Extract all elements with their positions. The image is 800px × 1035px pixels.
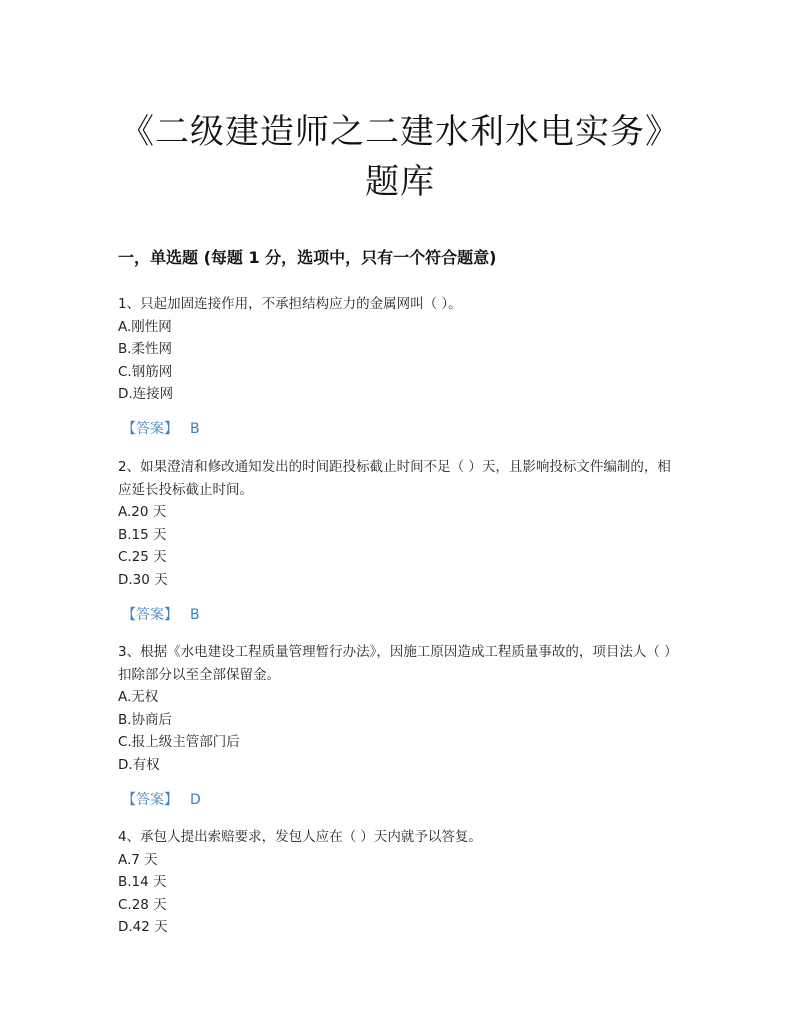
option-c: C.25 天: [118, 549, 167, 566]
option-d: D.有权: [118, 756, 160, 773]
section-heading: 一，单选题 (每题 1 分，选项中，只有一个符合题意): [118, 248, 497, 267]
option-b: B.柔性网: [118, 341, 173, 358]
question-text: 3、根据《水电建设工程质量管理暂行办法》，因施工原因造成工程质量事故的，项目法人（ ）扣除部分以至全部保留金。: [118, 644, 678, 683]
option-c: C.28 天: [118, 896, 167, 913]
option-b: B.15 天: [118, 526, 167, 543]
answer-line: [122, 604, 678, 627]
option-c: C.报上级主管部门后: [118, 734, 240, 751]
question-4: [118, 826, 678, 939]
question-3: [118, 641, 678, 811]
option-a: A.20 天: [118, 504, 167, 521]
document-title-line-1: 《二级建造师之二建水利水电实务》: [120, 112, 680, 152]
answer-line: [122, 789, 678, 812]
answer-value: B: [190, 420, 200, 437]
option-a: A.无权: [118, 689, 159, 706]
option-d: D.30 天: [118, 571, 168, 588]
document-title-line-2: 题库: [365, 162, 435, 202]
option-c: C.钢筋网: [118, 363, 173, 380]
option-a: A.7 天: [118, 851, 158, 868]
option-d: D.42 天: [118, 919, 168, 936]
answer-value: B: [190, 606, 200, 623]
answer-label: 【答案】: [122, 606, 178, 623]
question-2: [118, 456, 678, 626]
answer-label: 【答案】: [122, 791, 178, 808]
question-text: 4、承包人提出索赔要求，发包人应在（ ）天内就予以答复。: [118, 829, 482, 845]
question-1: [118, 293, 678, 441]
option-b: B.协商后: [118, 711, 173, 728]
option-a: A.刚性网: [118, 318, 172, 335]
answer-line: [122, 418, 678, 441]
answer-label: 【答案】: [122, 420, 178, 437]
question-text: 1、只起加固连接作用，不承担结构应力的金属网叫（ ）。: [118, 296, 462, 312]
question-text: 2、如果澄清和修改通知发出的时间距投标截止时间不足（ ）天，且影响投标文件编制的，相应延长投标截止时间。: [118, 459, 671, 498]
option-d: D.连接网: [118, 386, 174, 403]
option-b: B.14 天: [118, 874, 167, 891]
answer-value: D: [190, 791, 201, 808]
